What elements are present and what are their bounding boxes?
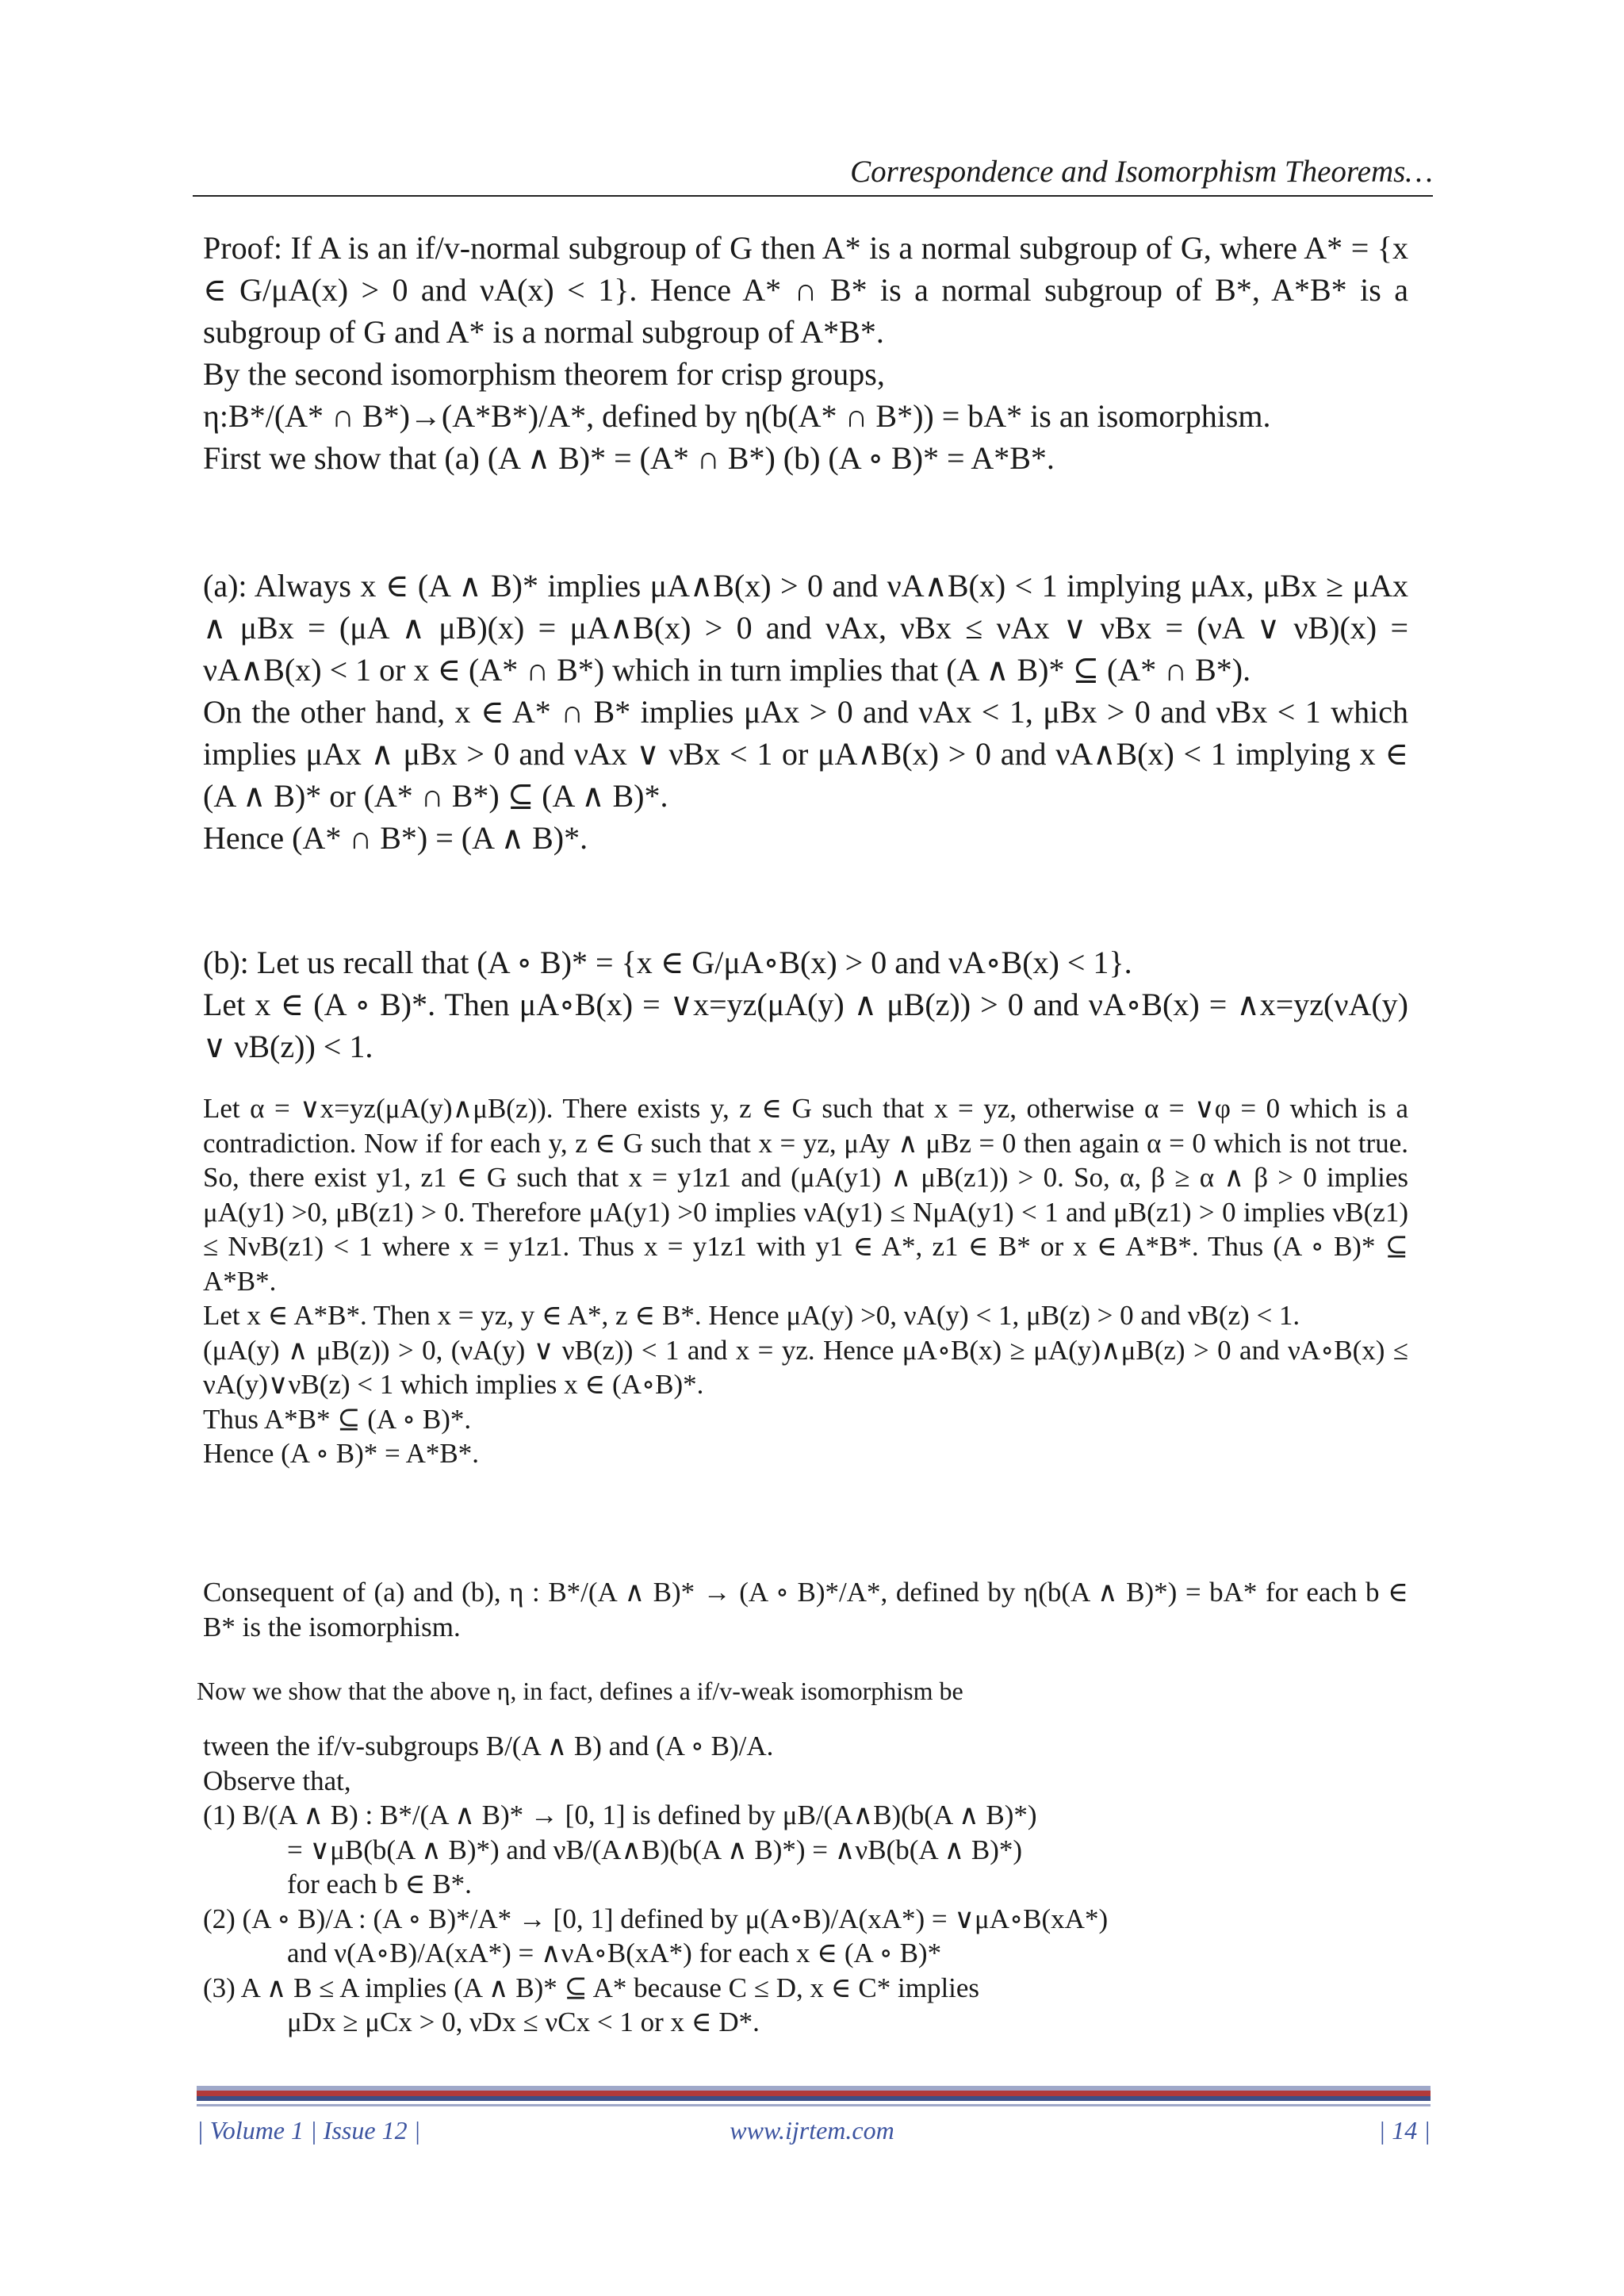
running-header: Correspondence and Isomorphism Theorems… xyxy=(850,155,1433,189)
part-b-detail-paragraph: Hence (A ∘ B)* = A*B*. xyxy=(203,1438,479,1469)
consequent-paragraph: Consequent of (a) and (b), η : B*/(A ∧ B)* → (A ∘ B)*/A*, defined by η(b(A ∧ B)*) = bA* for each b ∈ B* is the isomorphism. xyxy=(203,1577,1408,1642)
part-a xyxy=(203,565,1408,859)
part-a-paragraph: On the other hand, x ∈ A* ∩ B* implies μAx > 0 and νAx < 1, μBx > 0 and νBx < 1 which implies μAx ∧ μBx > 0 and νAx ∨ νBx < 1 or μA∧B(x) > 0 and νA∧B(x) < 1 implying x ∈ (A ∧ B)* or (A* ∩ B*) ⊆ (A ∧ B)*. xyxy=(203,694,1408,814)
continuation-line: Observe that, xyxy=(203,1765,351,1796)
part-b xyxy=(203,941,1408,1068)
part-a-paragraph: Hence (A* ∩ B*) = (A ∧ B)*. xyxy=(203,820,588,856)
part-b-detail xyxy=(203,1091,1408,1471)
consequent xyxy=(203,1575,1408,1644)
part-b-detail-paragraph: (μA(y) ∧ μB(z)) > 0, (νA(y) ∨ νB(z)) < 1 and x = yz. Hence μA∘B(x) ≥ μA(y)∧μB(z) > 0 and νA∘B(x) ≤ νA(y)∨νB(z) < 1 which implies x ∈ (A∘B)*. xyxy=(203,1334,1408,1400)
footer-page-number: | 14 | xyxy=(1378,2116,1431,2145)
continuation-line: (1) B/(A ∧ B) : B*/(A ∧ B)* → [0, 1] is defined by μB/(A∧B)(b(A ∧ B)*) xyxy=(203,1800,1037,1830)
part-b-paragraph: Let x ∈ (A ∘ B)*. Then μA∘B(x) = ∨x=yz(μA(y) ∧ μB(z)) > 0 and νA∘B(x) = ∧x=yz(νA(y) ∨ νB(z)) < 1. xyxy=(203,987,1408,1064)
header-rule xyxy=(193,195,1433,197)
part-a-paragraph: (a): Always x ∈ (A ∧ B)* implies μA∧B(x) > 0 and νA∧B(x) < 1 implying μAx, μBx ≥ μAx ∧ μBx = (μA ∧ μB)(x) = μA∧B(x) > 0 and νAx, νBx ≤ νAx ∨ νBx = (νA ∨ νB)(x) = νA∧B(x) < 1 or x ∈ (A* ∩ B*) which in turn implies that (A ∧ B)* ⊆ (A* ∩ B*). xyxy=(203,568,1408,688)
continuation-line: (3) A ∧ B ≤ A implies (A ∧ B)* ⊆ A* because C ≤ D, x ∈ C* implies xyxy=(203,1972,980,2003)
footer-rule-blue xyxy=(197,2096,1431,2101)
proof-paragraph: First we show that (a) (A ∧ B)* = (A* ∩ B*) (b) (A ∘ B)* = A*B*. xyxy=(203,440,1055,476)
footer-rule-red xyxy=(197,2091,1431,2096)
part-b-detail-paragraph: Let α = ∨x=yz(μA(y)∧μB(z)). There exists y, z ∈ G such that x = yz, otherwise α = ∨φ = 0 which is a contradiction. Now if for each y, z ∈ G such that x = yz, μAy ∧ μBz = 0 then again α = 0 which is not true. So, there exist y1, z1 ∈ G such that x = y1z1 and (μA(y1) ∧ μB(z1)) > 0. So, α, β ≥ α ∧ β > 0 implies μA(y1) >0, μB(z1) > 0. Therefore μA(y1) >0 implies νA(y1) ≤ NμA(y1) < 1 and μB(z1) > 0 implies νB(z1) ≤ NνB(z1) < 1 where x = y1z1. Thus x = y1z1 with y1 ∈ A*, z1 ∈ B* or x ∈ A*B*. Thus (A ∘ B)* ⊆ A*B*. xyxy=(203,1093,1408,1297)
part-b-detail-paragraph: Thus A*B* ⊆ (A ∘ B)*. xyxy=(203,1403,472,1435)
proof-paragraph: η:B*/(A* ∩ B*)→(A*B*)/A*, defined by η(b(A* ∩ B*)) = bA* is an isomorphism. xyxy=(203,398,1271,434)
continuation-line: μDx ≥ μCx > 0, νDx ≤ νCx < 1 or x ∈ D*. xyxy=(287,2007,760,2037)
plain-sentence: Now we show that the above η, in fact, defines a if/v-weak isomorphism be xyxy=(197,1677,963,1705)
footer-website-link[interactable]: www.ijrtem.com xyxy=(730,2116,894,2145)
part-b-detail-paragraph: Let x ∈ A*B*. Then x = yz, y ∈ A*, z ∈ B*. Hence μA(y) >0, νA(y) < 1, μB(z) > 0 and νB(z) < 1. xyxy=(203,1300,1300,1331)
continuation-line: for each b ∈ B*. xyxy=(287,1869,472,1899)
proof-paragraph: Proof: If A is an if/v-normal subgroup of G then A* is a normal subgroup of G, where A* = {x ∈ G/μA(x) > 0 and νA(x) < 1}. Hence A* ∩ B* is a normal subgroup of B*, A*B* is a subgroup of G and A* is a normal subgroup of A*B*. xyxy=(203,230,1408,350)
footer-rule-thin xyxy=(197,2104,1431,2106)
continuation xyxy=(203,1729,1408,2040)
continuation-line: = ∨μB(b(A ∧ B)*) and νB/(A∧B)(b(A ∧ B)*) = ∧νB(b(A ∧ B)*) xyxy=(287,1834,1023,1865)
footer-volume-issue: | Volume 1 | Issue 12 | xyxy=(197,2116,421,2145)
proof-paragraph: By the second isomorphism theorem for crisp groups, xyxy=(203,356,885,392)
continuation-line: (2) (A ∘ B)/A : (A ∘ B)*/A* → [0, 1] defined by μ(A∘B)/A(xA*) = ∨μA∘B(xA*) xyxy=(203,1903,1109,1934)
continuation-line: tween the if/v-subgroups B/(A ∧ B) and (A ∘ B)/A. xyxy=(203,1731,774,1761)
proof-intro xyxy=(203,227,1408,479)
continuation-line: and ν(A∘B)/A(xA*) = ∧νA∘B(xA*) for each x ∈ (A ∘ B)* xyxy=(287,1938,942,1968)
part-b-paragraph: (b): Let us recall that (A ∘ B)* = {x ∈ G/μA∘B(x) > 0 and νA∘B(x) < 1}. xyxy=(203,945,1132,980)
